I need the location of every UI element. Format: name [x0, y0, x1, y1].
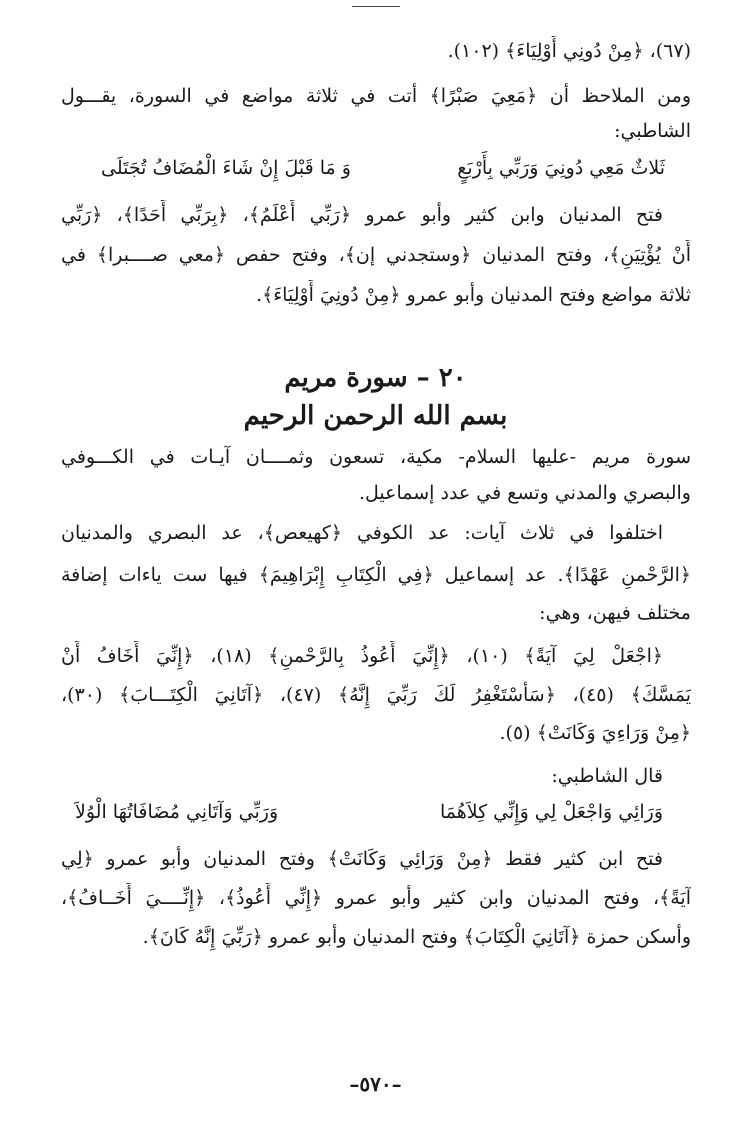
- text-line: ﴿الرَّحْمنِ عَهْدًا﴾. عد إسماعيل ﴿فِي الْكِتَابِ إِبْرَاهِيمَ﴾ فيها ست ياءات إضافة: [61, 564, 691, 586]
- text-line: أَنْ يُؤْتِيَنِ﴾، وفتح المدنيان ﴿وستجدني إن﴾، وفتح حفص ﴿معي صــــبرا﴾ في: [61, 244, 691, 266]
- text-line: سورة مريم -عليها السلام- مكية، تسعون وثمــــان آيـات في الكـــوفي: [61, 446, 691, 468]
- text-line: فتح ابن كثير فقط ﴿مِنْ وَرَائِي وَكَانَتْ﴾ وفتح المدنيان وأبو عمرو ﴿لِي: [61, 848, 663, 870]
- text-line: قال الشاطبي:: [551, 765, 663, 787]
- text-line: ﴿اجْعَلْ لِيَ آيَةً﴾ (١٠)، ﴿إِنِّيَ أَعُوذُ بِالرَّحْمنِ﴾ (١٨)، ﴿إِنِّيَ أَخَافُ أَنْ: [61, 645, 663, 667]
- verse-second-hemistich: وَ مَا قَبْلَ إِنْ شَاءَ الْمُضَافُ تُجَتَلَى: [101, 157, 351, 179]
- verse-second-hemistich: وَرَبِّي وَآتَانِي مُضَافَاتُهَا الْوُلاَ: [75, 801, 279, 823]
- header-rule: [352, 6, 400, 7]
- text-line: فتح المدنيان وابن كثير وأبو عمرو ﴿رَبِّي أَعْلَمُ﴾، ﴿بِرَبِّي أَحَدًا﴾، ﴿رَبِّي: [61, 204, 663, 226]
- text-line: الشاطبي:: [614, 120, 691, 142]
- text-line: مختلف فيهن، وهي:: [539, 602, 691, 624]
- text-line: ﴿مِنْ وَرَاءِيَ وَكَانَتْ﴾ (٥).: [499, 722, 691, 744]
- verse-first-hemistich: وَرَائِي وَاجْعَلْ لِي وَإِنِّي كِلاَهُمَا: [439, 801, 663, 823]
- verse-first-hemistich: ثَلاثٌ مَعِي دُونِيَ وَرَبِّي بِأَرْبَعٍ: [457, 157, 665, 179]
- basmala: بسم الله الرحمن الرحيم: [243, 401, 508, 431]
- text-line: يَمَسَّكَ﴾ (٤٥)، ﴿سَأَسْتَغْفِرُ لَكَ رَبِّيَ إِنَّهُ﴾ (٤٧)، ﴿آتَانِيَ الْكِتَـــابَ﴾ (٣٠)،: [61, 684, 691, 706]
- text-line: والبصري والمدني وتسع في عدد إسماعيل.: [358, 482, 691, 504]
- text-line: ومن الملاحظ أن ﴿مَعِيَ صَبْرًا﴾ أتت في ثلاثة مواضع في السورة، يقـــول: [61, 85, 691, 107]
- text-line: آيَةً﴾، وفتح المدنيان وابن كثير وأبو عمرو ﴿إِنِّي أَعُوذُ﴾، ﴿إِنِّــــيَ أَخَــافُ﴾،: [61, 887, 691, 909]
- surah-title: ٢٠ – سورة مريم: [284, 363, 467, 393]
- text-line: اختلفوا في ثلاث آيات: عد الكوفي ﴿كهيعص﴾، عد البصري والمدنيان: [61, 522, 663, 544]
- text-line: ثلاثة مواضع وفتح المدنيان وأبو عمرو ﴿مِنْ دُونِيَ أَوْلِيَاءَ﴾.: [256, 284, 691, 306]
- page-number: –٥٧٠–: [349, 1072, 402, 1096]
- text-line: (٦٧)، ﴿مِنْ دُونِي أَوْلِيَاءَ﴾ (١٠٢).: [447, 40, 691, 62]
- text-line: وأسكن حمزة ﴿آتَانِيَ الْكِتَابَ﴾ وفتح المدنيان وأبو عمرو ﴿رَبِّيَ إِنَّهُ كَانَ﴾.: [142, 926, 691, 948]
